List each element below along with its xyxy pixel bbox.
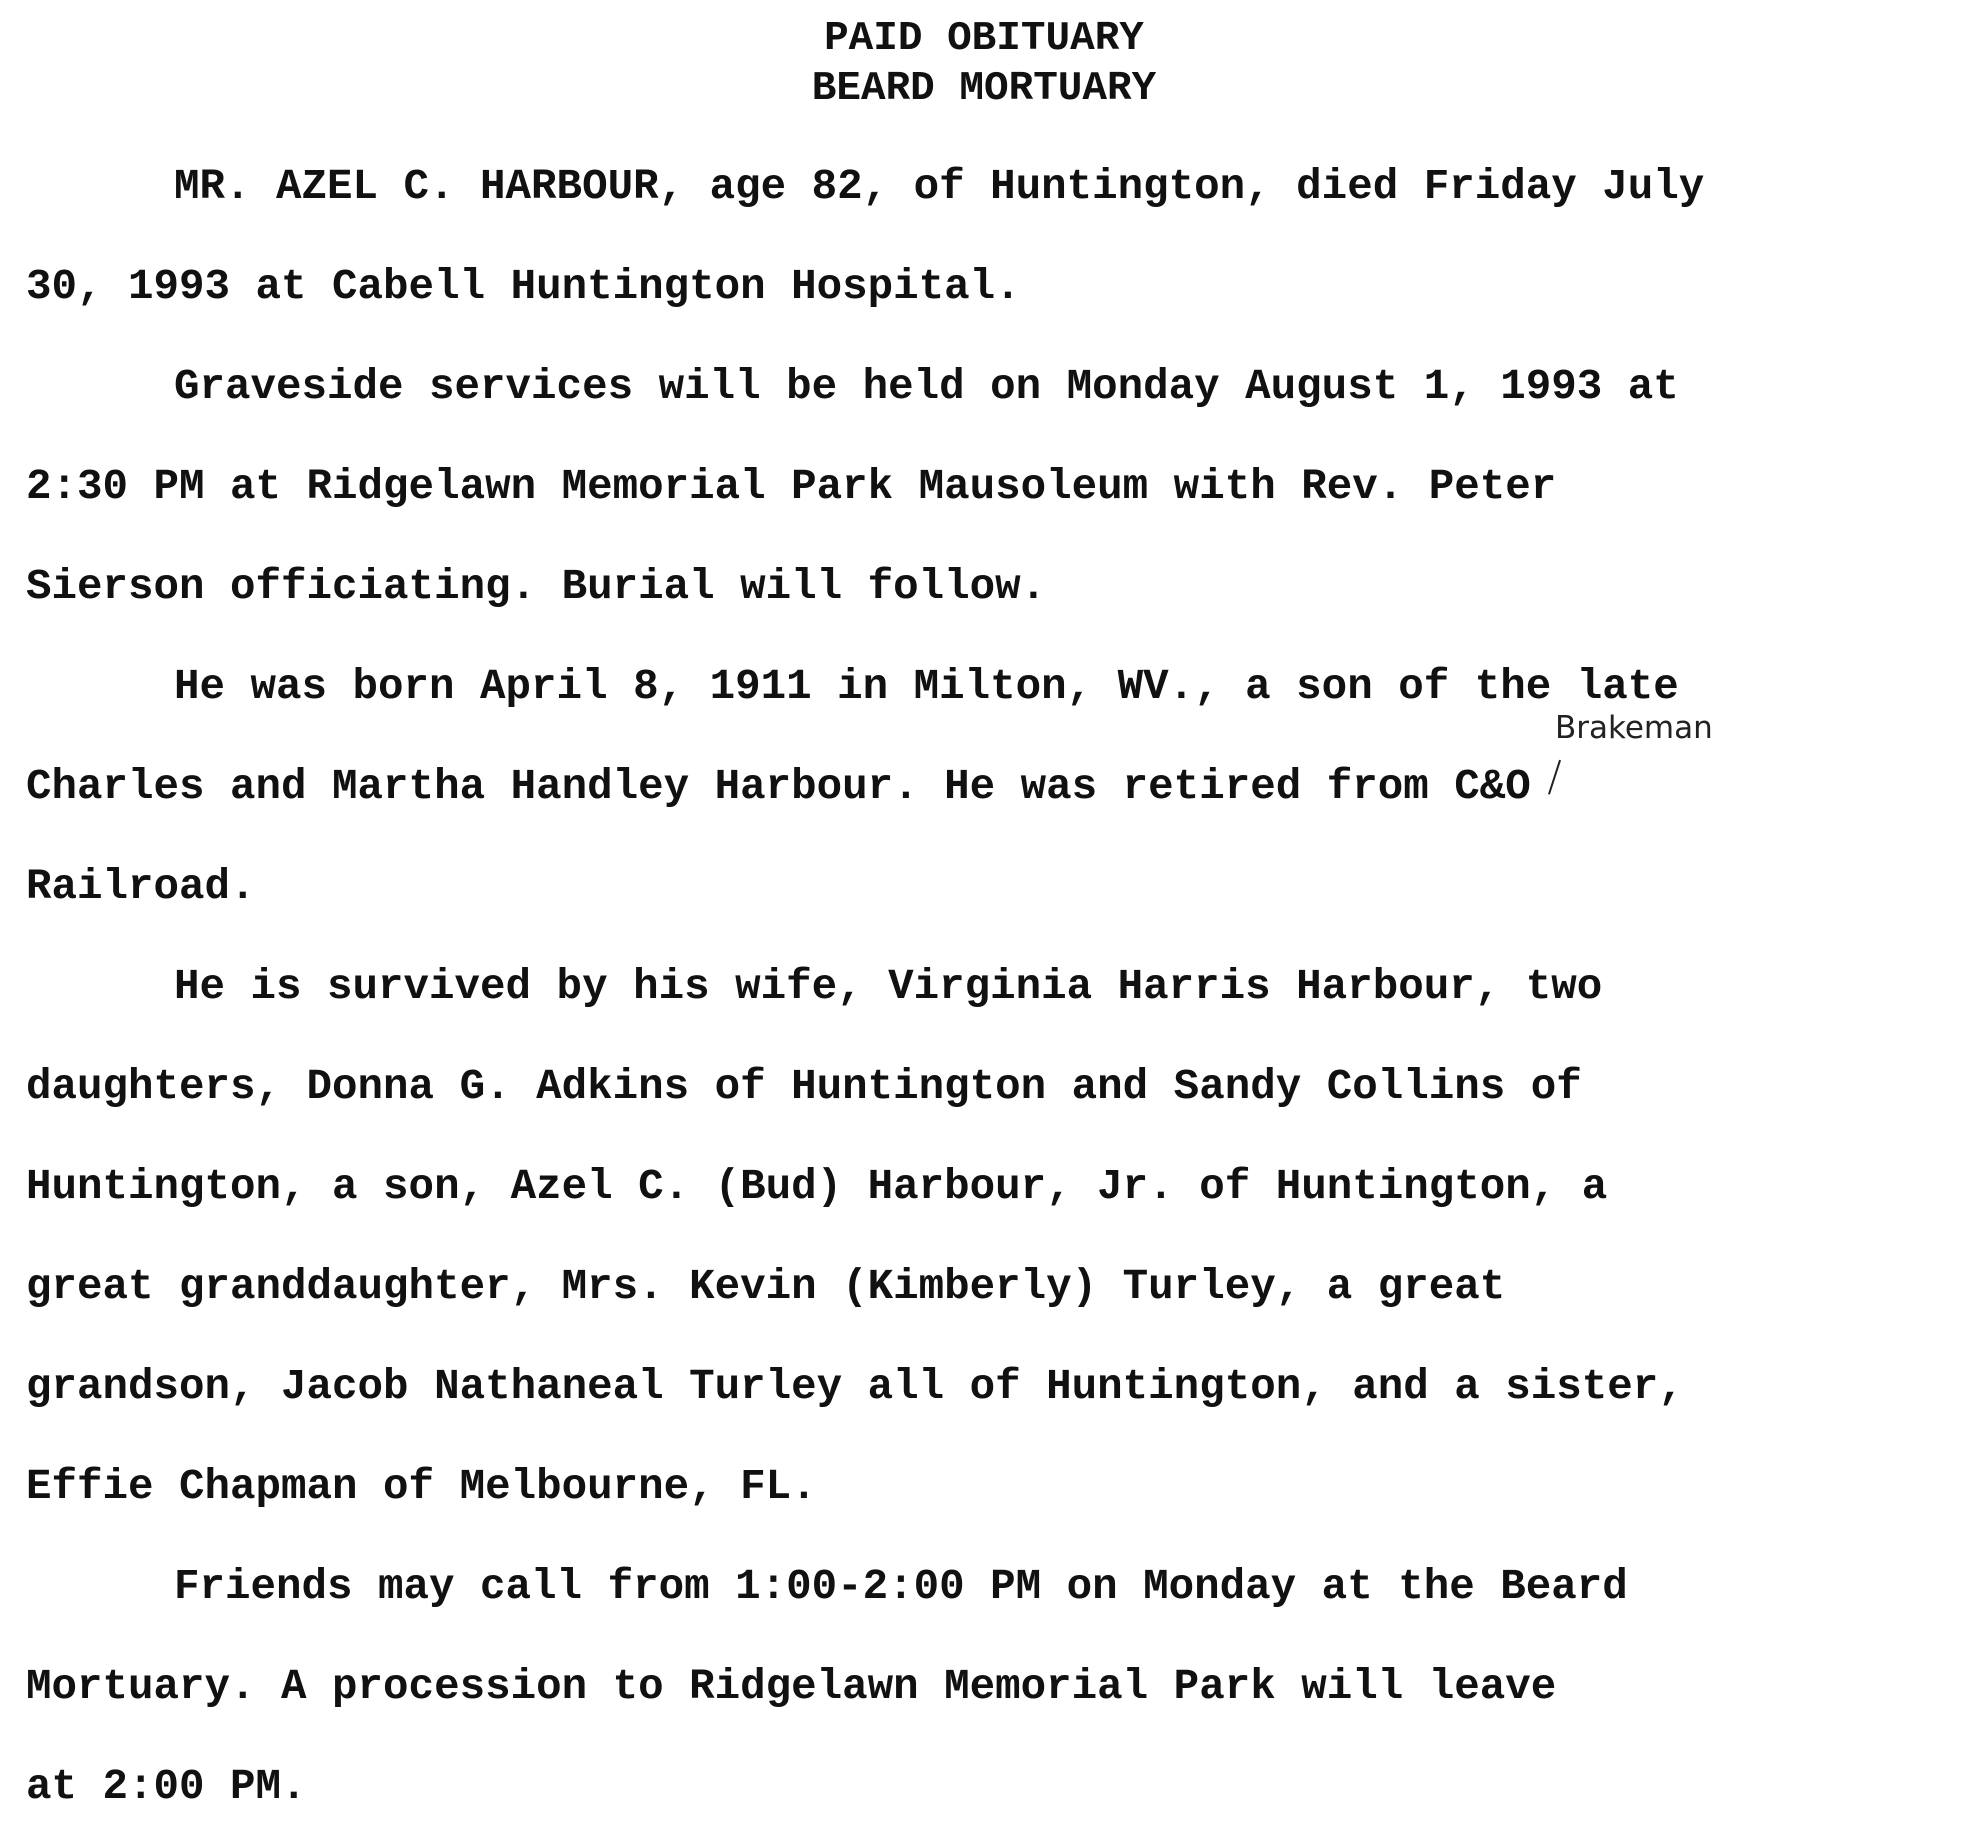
paragraph-line: Charles and Martha Handley Harbour. He was retired from C&O — [26, 763, 1531, 811]
paragraph-line: 2:30 PM at Ridgelawn Memorial Park Mausoleum with Rev. Peter — [26, 463, 1557, 511]
paragraph-line: Sierson officiating. Burial will follow. — [26, 563, 1047, 611]
paragraph-line: grandson, Jacob Nathaneal Turley all of Huntington, and a sister, — [26, 1363, 1684, 1411]
paragraph-line: at 2:00 PM. — [26, 1763, 307, 1811]
document-title: PAID OBITUARY — [824, 16, 1144, 62]
paragraph-line: Effie Chapman of Melbourne, FL. — [26, 1463, 817, 1511]
paragraph-line: Graveside services will be held on Monday August 1, 1993 at — [174, 363, 1679, 411]
handwritten-insertion: Brakeman — [1555, 710, 1713, 746]
paragraph-line: He was born April 8, 1911 in Milton, WV., a son of the late — [174, 663, 1679, 711]
paragraph-line: MR. AZEL C. HARBOUR, age 82, of Huntington, died Friday July — [174, 163, 1705, 211]
paragraph-line: Huntington, a son, Azel C. (Bud) Harbour, Jr. of Huntington, a — [26, 1163, 1608, 1211]
paragraph-line: Friends may call from 1:00-2:00 PM on Monday at the Beard — [174, 1563, 1628, 1611]
insertion-mark — [1548, 760, 1561, 795]
document-subtitle: BEARD MORTUARY — [811, 66, 1157, 112]
paragraph-line: Railroad. — [26, 863, 256, 911]
paragraph-line: He is survived by his wife, Virginia Harris Harbour, two — [174, 963, 1603, 1011]
paragraph-line: great granddaughter, Mrs. Kevin (Kimberly) Turley, a great — [26, 1263, 1506, 1311]
paragraph-line: daughters, Donna G. Adkins of Huntington and Sandy Collins of — [26, 1063, 1582, 1111]
paragraph-line: 30, 1993 at Cabell Huntington Hospital. — [26, 263, 1021, 311]
paragraph-line: Mortuary. A procession to Ridgelawn Memorial Park will leave — [26, 1663, 1557, 1711]
